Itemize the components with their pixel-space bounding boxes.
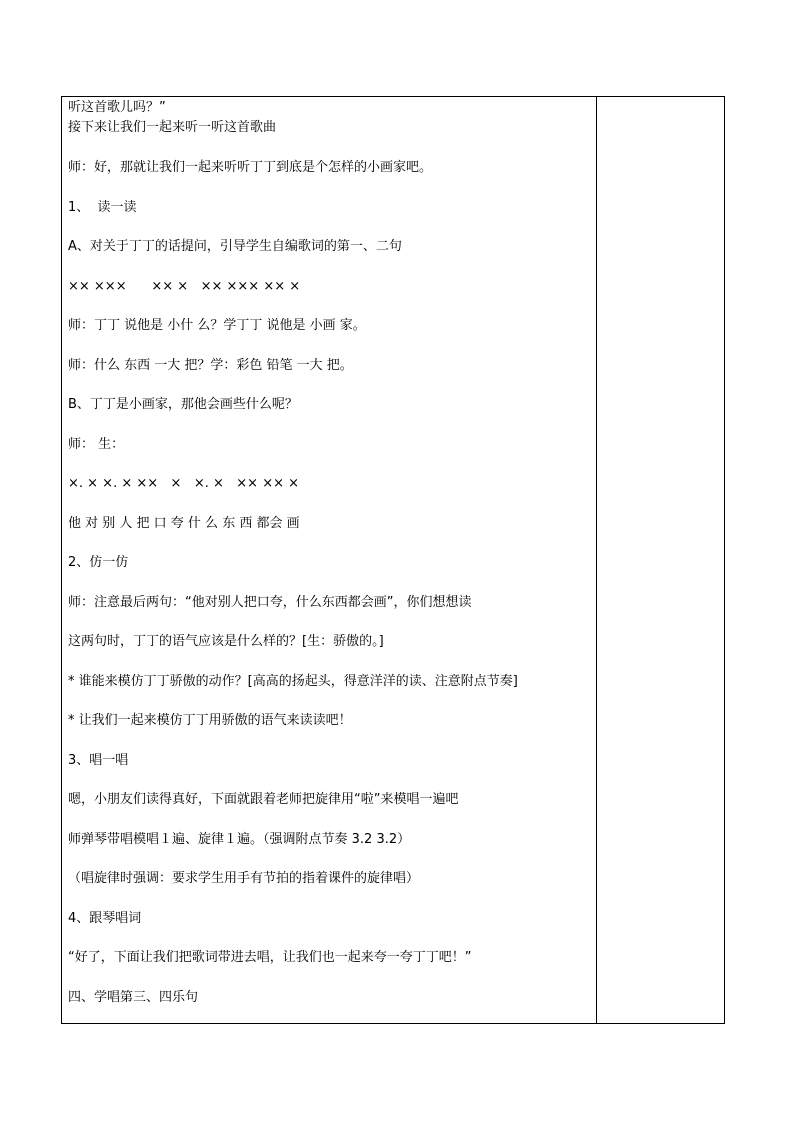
text-line: 2、仿一仿	[68, 555, 129, 570]
text-line: A、对关于丁丁的话提问，引导学生自编歌词的第一、二句	[68, 239, 402, 254]
rhythm-line: ×. × ×. × ×× × ×. × ×× ×× ×	[68, 476, 300, 491]
text-line: 接下来让我们一起来听一听这首歌曲	[68, 120, 277, 135]
text-line: * 让我们一起来模仿丁丁用骄傲的语气来读读吧！	[68, 713, 352, 728]
text-line: 嗯，小朋友们读得真好，下面就跟着老师把旋律用“啦”来模唱一遍吧	[68, 792, 459, 807]
text-line: 师：好，那就让我们一起来听听丁丁到底是个怎样的小画家吧。	[68, 160, 433, 175]
text-line: B、丁丁是小画家，那他会画些什么呢？	[68, 397, 298, 412]
lesson-table	[61, 96, 725, 1024]
text-line: 师弹琴带唱模唱１遍、旋律１遍。（强调附点节奏 3.2 3.2）	[68, 832, 411, 847]
text-line: 师：注意最后两句：“他对别人把口夸，什么东西都会画”，你们想想读	[68, 595, 472, 610]
text-line: 4、跟琴唱词	[68, 911, 142, 926]
notes-cell	[597, 97, 724, 1023]
text-line: 这两句时，丁丁的语气应该是什么样的？[生：骄傲的。]	[68, 634, 384, 649]
text-line: 师： 生：	[68, 437, 125, 452]
text-line: 师：什么 东西 一大 把？学：彩色 铅笔 一大 把。	[68, 358, 353, 373]
text-line: 3、唱一唱	[68, 753, 129, 768]
text-line: 听这首歌儿吗？”	[68, 100, 166, 115]
text-line: 师：丁丁 说他是 小什 么？学丁丁 说他是 小画 家。	[68, 318, 366, 333]
lesson-content-cell	[68, 97, 592, 1023]
rhythm-line: ×× ××× ×× × ×× ××× ×× ×	[68, 279, 301, 294]
text-line: （唱旋律时强调：要求学生用手有节拍的指着课件的旋律唱）	[68, 871, 420, 886]
text-line: * 谁能来模仿丁丁骄傲的动作？[高高的扬起头，得意洋洋的读、注意附点节奏]	[68, 674, 518, 689]
text-line: 四、学唱第三、四乐句	[68, 990, 199, 1005]
text-line: 1、 读一读	[68, 200, 137, 215]
text-line: “好了，下面让我们把歌词带进去唱，让我们也一起来夸一夸丁丁吧！”	[68, 950, 472, 965]
lyrics-line: 他 对 别 人 把 口 夸 什 么 东 西 都会 画	[68, 516, 300, 531]
